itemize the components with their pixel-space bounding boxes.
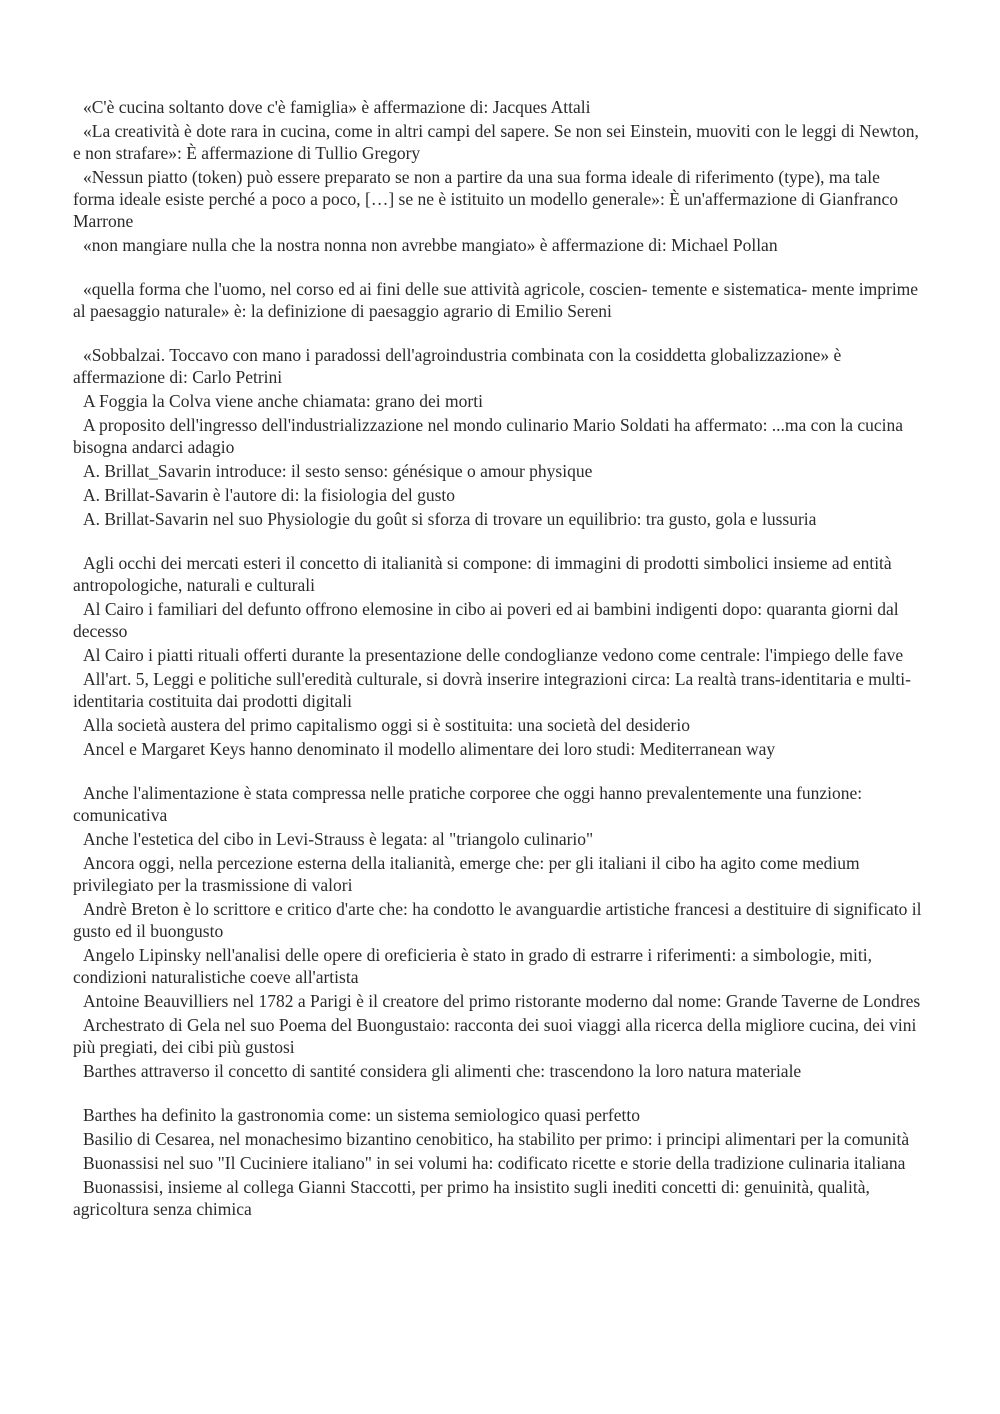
qa-entry: A proposito dell'ingresso dell'industrializzazione nel mondo culinario Mario Soldati ha affermato: ...ma con la cucina bisogna andarci adagio (73, 415, 903, 457)
qa-entry: Anche l'alimentazione è stata compressa nelle pratiche corporee che oggi hanno prevalentemente una funzione: comunicativa (73, 783, 863, 825)
qa-entry: Ancel e Margaret Keys hanno denominato il modello alimentare dei loro studi: Mediterranean way (83, 739, 776, 759)
qa-entry: Agli occhi dei mercati esteri il concetto di italianità si compone: di immagini di prodotti simbolici insieme ad entità antropologiche, naturali e culturali (73, 553, 892, 595)
qa-entry: A. Brillat_Savarin introduce: il sesto senso: génésique o amour physique (83, 461, 593, 481)
qa-entry: Alla società austera del primo capitalismo oggi si è sostituita: una società del desiderio (83, 715, 690, 735)
qa-entry: Barthes ha definito la gastronomia come: un sistema semiologico quasi perfetto (83, 1105, 640, 1125)
qa-entry: A Foggia la Colva viene anche chiamata: grano dei morti (83, 391, 483, 411)
qa-entry: «quella forma che l'uomo, nel corso ed ai fini delle sue attività agricole, coscien- temente e sistematica- mente imprime al paesaggio naturale» è: la definizione di paesaggio agrario di Emilio Sereni (73, 279, 919, 321)
qa-entry: Buonassisi, insieme al collega Gianni Staccotti, per primo ha insistito sugli inediti concetti di: genuinità, qualità, agricoltura senza chimica (73, 1177, 870, 1219)
qa-entry: Antoine Beauvilliers nel 1782 a Parigi è il creatore del primo ristorante moderno dal nome: Grande Taverne de Londres (83, 991, 921, 1011)
qa-entry: Buonassisi nel suo "Il Cuciniere italiano" in sei volumi ha: codificato ricette e storie della tradizione culinaria italiana (83, 1153, 906, 1173)
qa-entry: Basilio di Cesarea, nel monachesimo bizantino cenobitico, ha stabilito per primo: i principi alimentari per la comunità (83, 1129, 910, 1149)
qa-entry: Angelo Lipinsky nell'analisi delle opere di oreficieria è stato in grado di estrarre i riferimenti: a simbologie, miti, condizioni naturalistiche coeve all'artista (73, 945, 872, 987)
qa-entry: «Sobbalzai. Toccavo con mano i paradossi dell'agroindustria combinata con la cosiddetta globalizzazione» è affermazione di: Carlo Petrini (73, 345, 842, 387)
document-page (73, 96, 923, 1222)
qa-entry: «non mangiare nulla che la nostra nonna non avrebbe mangiato» è affermazione di: Michael Pollan (83, 235, 778, 255)
qa-entry: A. Brillat-Savarin nel suo Physiologie du goût si sforza di trovare un equilibrio: tra gusto, gola e lussuria (83, 509, 817, 529)
qa-entry: Ancora oggi, nella percezione esterna della italianità, emerge che: per gli italiani il cibo ha agito come medium privilegiato per la trasmissione di valori (73, 853, 860, 895)
qa-entry: Anche l'estetica del cibo in Levi-Strauss è legata: al "triangolo culinario" (83, 829, 594, 849)
qa-entry: «Nessun piatto (token) può essere preparato se non a partire da una sua forma ideale di riferimento (type), ma tale forma ideale esiste perché a poco a poco, […] se ne è istituito un modello generale»: È un'affermazione di Gianfranco Marrone (73, 167, 899, 231)
qa-entry: Archestrato di Gela nel suo Poema del Buongustaio: racconta dei suoi viaggi alla ricerca della migliore cucina, dei vini più pregiati, dei cibi più gustosi (73, 1015, 917, 1057)
qa-entry: «La creatività è dote rara in cucina, come in altri campi del sapere. Se non sei Einstein, muoviti con le leggi di Newton, e non strafare»: È affermazione di Tullio Gregory (73, 121, 919, 163)
qa-entry: Al Cairo i familiari del defunto offrono elemosine in cibo ai poveri ed ai bambini indigenti dopo: quaranta giorni dal decesso (73, 599, 899, 641)
qa-entry: «C'è cucina soltanto dove c'è famiglia» è affermazione di: Jacques Attali (83, 97, 591, 117)
qa-entry: All'art. 5, Leggi e politiche sull'eredità culturale, si dovrà inserire integrazioni circa: La realtà trans-identitaria e multi-identitaria costituita dai prodotti digitali (73, 669, 911, 711)
qa-entry: Andrè Breton è lo scrittore e critico d'arte che: ha condotto le avanguardie artistiche francesi a destituire di significato il gusto ed il buongusto (73, 899, 922, 941)
qa-entry: Al Cairo i piatti rituali offerti durante la presentazione delle condoglianze vedono come centrale: l'impiego delle fave (83, 645, 904, 665)
qa-entry: A. Brillat-Savarin è l'autore di: la fisiologia del gusto (83, 485, 456, 505)
qa-entry: Barthes attraverso il concetto di santité considera gli alimenti che: trascendono la loro natura materiale (83, 1061, 802, 1081)
